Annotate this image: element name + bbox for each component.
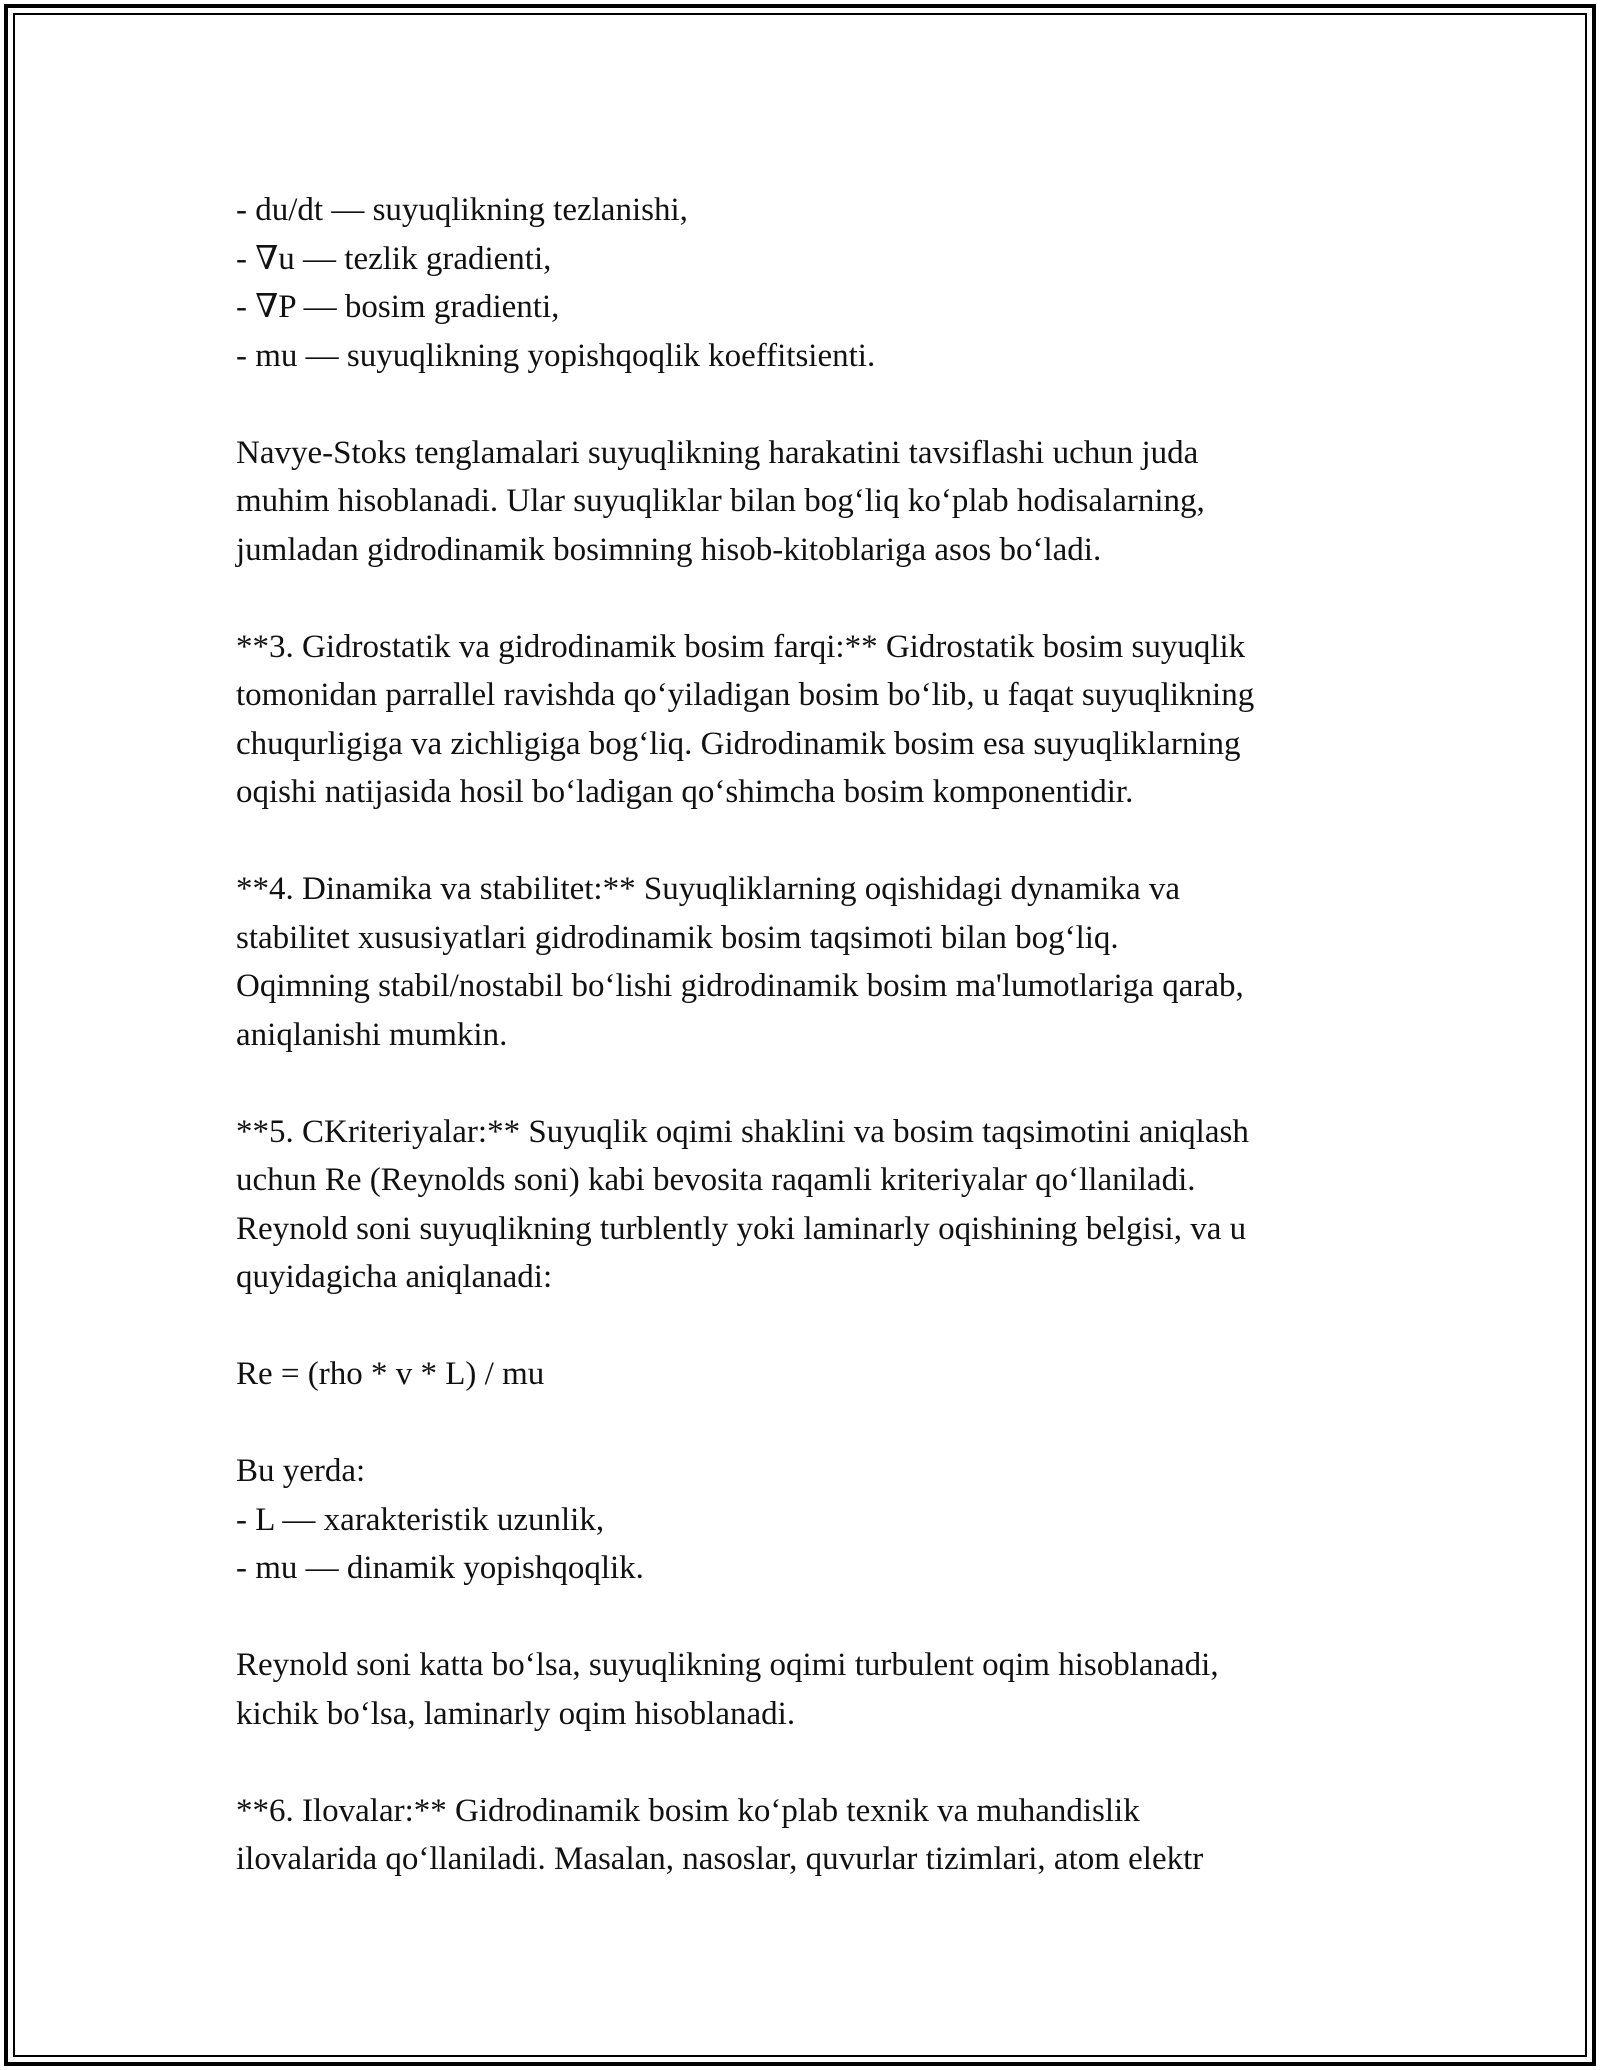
text-line: kichik bo‘lsa, laminarly oqim hisoblanadi.: [236, 1695, 796, 1732]
text-line: jumladan gidrodinamik bosimning hisob-kitoblariga asos bo‘ladi.: [236, 531, 1102, 568]
list-item: - du/dt — suyuqlikning tezlanishi,: [236, 192, 688, 228]
text-line: Reynold soni katta bo‘lsa, suyuqlikning oqimi turbulent oqim hisoblanadi,: [236, 1647, 1219, 1683]
paragraph-section-5: [236, 1108, 1426, 1302]
text-line: **6. Ilovalar:** Gidrodinamik bosim ko‘plab texnik va muhandislik: [236, 1792, 1140, 1829]
text-line: muhim hisoblanadi. Ular suyuqliklar bilan bog‘liq ko‘plab hodisalarning,: [236, 483, 1205, 519]
text-line: aniqlanishi mumkin.: [236, 1016, 508, 1053]
text-line: stabilitet xususiyatlari gidrodinamik bosim taqsimoti bilan bog‘liq.: [236, 919, 1119, 956]
paragraph-reynold-interpretation: [236, 1641, 1426, 1738]
text-line: **4. Dinamika va stabilitet:** Suyuqliklarning oqishidagi dynamika va: [236, 871, 1181, 907]
list-item: - ∇u — tezlik gradienti,: [236, 240, 552, 277]
text-line: tomonidan parrallel ravishda qo‘yiladigan bosim bo‘lib, u faqat suyuqlikning: [236, 677, 1255, 713]
text-line: **3. Gidrostatik va gidrodinamik bosim farqi:** Gidrostatik bosim suyuqlik: [236, 628, 1246, 665]
paragraph-section-4: [236, 865, 1426, 1059]
reynolds-formula: [236, 1350, 1426, 1399]
text-line: Bu yerda:: [236, 1453, 366, 1489]
text-line: uchun Re (Reynolds soni) kabi bevosita raqamli kriteriyalar qo‘llaniladi.: [236, 1162, 1196, 1198]
paragraph-section-3: [236, 623, 1426, 817]
text-line: **5. CKriteriyalar:** Suyuqlik oqimi shaklini va bosim taqsimotini aniqlash: [236, 1113, 1249, 1150]
text-line: quyidagicha aniqlanadi:: [236, 1259, 553, 1295]
text-line: oqishi natijasida hosil bo‘ladigan qo‘shimcha bosim komponentidir.: [236, 774, 1134, 810]
formula-line: Re = (rho * v * L) / mu: [236, 1356, 545, 1392]
paragraph-navier-stokes: [236, 429, 1426, 575]
document-body: [236, 186, 1426, 1932]
paragraph-section-6: [236, 1787, 1426, 1884]
list-item: - L — xarakteristik uzunlik,: [236, 1501, 605, 1538]
text-line: ilovalarida qo‘llaniladi. Masalan, nasoslar, quvurlar tizimlari, atom elektr: [236, 1841, 1204, 1877]
text-line: Oqimning stabil/nostabil bo‘lishi gidrodinamik bosim ma'lumotlariga qarab,: [236, 968, 1244, 1004]
list-item: - mu — dinamik yopishqoqlik.: [236, 1550, 644, 1586]
text-line: Navye-Stoks tenglamalari suyuqlikning harakatini tavsiflashi uchun juda: [236, 434, 1199, 471]
list-item: - ∇P — bosim gradienti,: [236, 289, 560, 325]
where-definitions: [236, 1447, 1426, 1593]
list-item: - mu — suyuqlikning yopishqoqlik koeffitsienti.: [236, 337, 876, 374]
variable-list: [236, 186, 1426, 380]
text-line: Reynold soni suyuqlikning turblently yoki laminarly oqishining belgisi, va u: [236, 1210, 1247, 1247]
text-line: chuqurligiga va zichligiga bog‘liq. Gidrodinamik bosim esa suyuqliklarning: [236, 725, 1241, 762]
